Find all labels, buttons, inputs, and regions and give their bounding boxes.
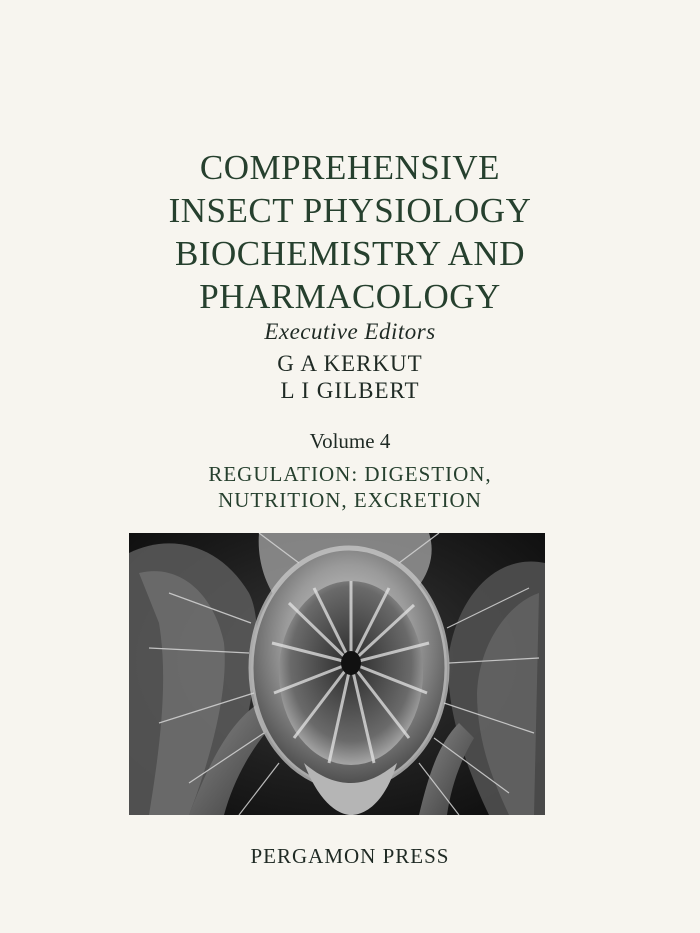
title-line: COMPREHENSIVE: [199, 148, 501, 187]
cover-photo: [129, 533, 545, 815]
editors-label: Executive Editors: [264, 319, 436, 344]
insect-micrograph-image: [129, 533, 545, 815]
volume-number: Volume 4: [309, 429, 391, 453]
subtitle-line: NUTRITION, EXCRETION: [218, 488, 482, 512]
title-line: BIOCHEMISTRY AND: [175, 234, 525, 273]
subtitle-line: REGULATION: DIGESTION,: [208, 462, 492, 486]
editor-name: L I GILBERT: [280, 378, 420, 403]
publisher-name: PERGAMON PRESS: [250, 844, 450, 868]
editors-list: [0, 350, 700, 404]
volume-subtitle: [0, 461, 700, 513]
book-title: [0, 146, 700, 318]
title-line: INSECT PHYSIOLOGY: [168, 191, 532, 230]
editor-name: G A KERKUT: [277, 351, 423, 376]
title-line: PHARMACOLOGY: [199, 277, 501, 316]
